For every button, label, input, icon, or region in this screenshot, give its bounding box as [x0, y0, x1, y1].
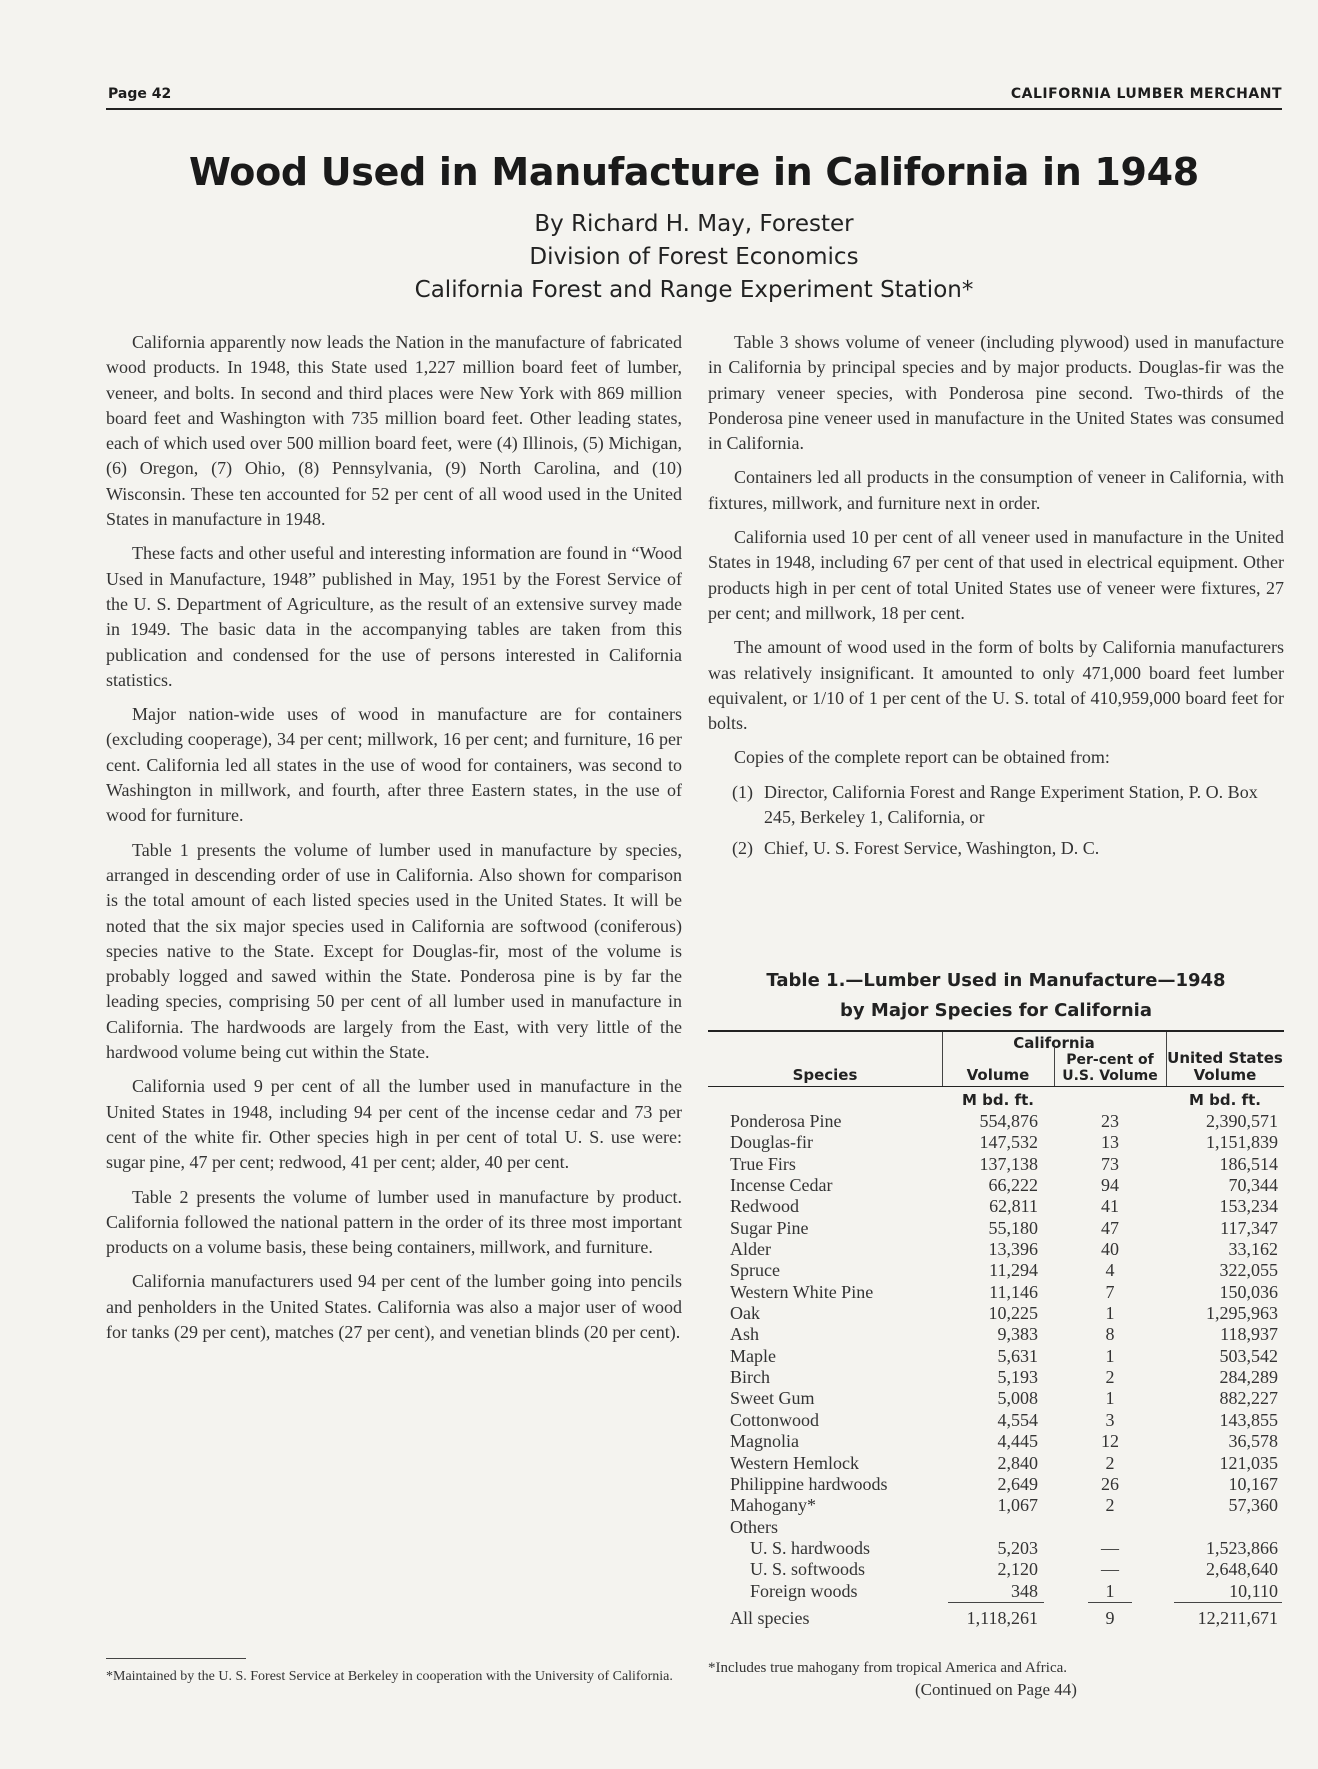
- species-cell: Mahogany*: [730, 1495, 816, 1516]
- page-number: Page 42: [108, 86, 172, 102]
- percent-cell: 73: [1101, 1153, 1119, 1174]
- percent-cell: 23: [1101, 1111, 1119, 1131]
- address-text: Chief, U. S. Forest Service, Washington, D. C.: [764, 838, 1100, 859]
- table-row: [708, 1111, 1284, 1132]
- us-volume-cell: 2,390,571: [1206, 1111, 1278, 1131]
- species-cell: True Firs: [730, 1153, 796, 1174]
- volume-cell: 554,876: [979, 1111, 1038, 1131]
- species-cell: Maple: [730, 1345, 776, 1366]
- table-row: [708, 1559, 1284, 1580]
- us-volume-cell: 2,648,640: [1206, 1559, 1278, 1580]
- volume-cell: 5,203: [997, 1537, 1038, 1558]
- volume-cell: 5,631: [997, 1345, 1038, 1366]
- footnote-rule: [106, 1658, 246, 1659]
- address-number: (2): [732, 838, 753, 859]
- lumber-table: [708, 1030, 1284, 1629]
- species-cell: Cottonwood: [730, 1409, 820, 1430]
- percent-cell: 1: [1105, 1303, 1115, 1324]
- publication-name: CALIFORNIA LUMBER MERCHANT: [1010, 86, 1282, 102]
- us-volume-cell: 10,110: [1229, 1580, 1278, 1601]
- address-item: [708, 780, 1284, 831]
- header-percent-line1: Per-cent of: [1066, 1052, 1154, 1068]
- volume-cell: 9,383: [997, 1324, 1038, 1345]
- volume-cell: 13,396: [988, 1239, 1038, 1260]
- paragraph: California used 10 per cent of all veneer used in manufacture in the United States in 1948, including 67 per cent of that used in electrical equipment. Other products high in per cent of total United States use of veneer were fixtures, 27 per cent; and millwork, 18 per cent.: [708, 527, 1284, 623]
- article-footnote: [106, 1658, 686, 1685]
- species-cell: Magnolia: [730, 1431, 799, 1452]
- species-cell: Sugar Pine: [730, 1217, 809, 1238]
- species-cell: Incense Cedar: [730, 1175, 833, 1196]
- total-volume: 1,118,261: [966, 1607, 1038, 1628]
- species-cell: U. S. softwoods: [750, 1559, 866, 1580]
- us-volume-cell: 117,347: [1220, 1217, 1278, 1238]
- us-volume-cell: 882,227: [1219, 1388, 1278, 1409]
- percent-cell: 2: [1105, 1367, 1115, 1388]
- table-row: [708, 1410, 1284, 1431]
- units-row: [708, 1087, 1284, 1111]
- page-header: [106, 84, 1282, 110]
- us-volume-cell: 1,295,963: [1206, 1303, 1278, 1324]
- species-cell: U. S. hardwoods: [750, 1537, 870, 1558]
- header-percent-line2: U.S. Volume: [1062, 1068, 1158, 1084]
- header-volume: Volume: [966, 1066, 1030, 1084]
- header-us-line2: Volume: [1193, 1066, 1257, 1084]
- percent-cell: 12: [1101, 1431, 1119, 1452]
- volume-cell: 11,294: [989, 1260, 1038, 1281]
- species-cell: Oak: [730, 1303, 760, 1324]
- volume-cell: 4,445: [997, 1431, 1038, 1452]
- volume-cell: 2,649: [997, 1473, 1038, 1494]
- us-volume-cell: 143,855: [1219, 1409, 1278, 1430]
- table-footnote: [708, 1660, 1284, 1698]
- us-volume-cell: 57,360: [1228, 1495, 1278, 1516]
- paragraph: The amount of wood used in the form of bolts by California manufacturers was relatively insignificant. It amounted to only 471,000 board feet lumber equivalent, or 1/10 of 1 per cent of the U. S. total of 410,959,000 board feet for bolts.: [708, 637, 1284, 734]
- percent-cell: 41: [1101, 1196, 1119, 1217]
- unit-us: M bd. ft.: [1189, 1091, 1261, 1109]
- table-row: [708, 1346, 1284, 1367]
- table-row: [708, 1260, 1284, 1281]
- paragraph: California apparently now leads the Nation in the manufacture of fabricated wood products. In 1948, this State used 1,227 million board feet of lumber, veneer, and bolts. In second and third places were New York with 869 million board feet and Washington with 735 million board feet. Other leading states, each of which used over 500 million board feet, were (4) Illinois, (5) Michigan, (6) Oregon, (7) Ohio, (8) Pennsylvania, (9) North Carolina, and (10) Wisconsin. These ten accounted for 52 per cent of all wood used in the United States in manufacture in 1948.: [106, 332, 682, 530]
- percent-cell: —: [1101, 1537, 1119, 1558]
- volume-cell: 348: [1011, 1580, 1038, 1601]
- volume-cell: 62,811: [989, 1196, 1038, 1217]
- species-cell: Sweet Gum: [730, 1388, 815, 1409]
- volume-cell: 5,008: [997, 1388, 1038, 1409]
- percent-cell: 2: [1105, 1452, 1115, 1473]
- species-cell: Ash: [730, 1324, 760, 1345]
- volume-cell: 66,222: [988, 1175, 1038, 1196]
- table-row: [708, 1154, 1284, 1175]
- paragraph: Containers led all products in the consumption of veneer in California, with fixtures, millwork, and furniture next in order.: [708, 467, 1284, 513]
- volume-cell: 55,180: [988, 1217, 1038, 1238]
- header-us-line1: United States: [1167, 1049, 1283, 1067]
- byline-station: California Forest and Range Experiment Station*: [414, 277, 974, 303]
- table-title-line2: by Major Species for California: [840, 1000, 1152, 1021]
- total-species: All species: [730, 1607, 810, 1628]
- us-volume-cell: 322,055: [1219, 1260, 1278, 1281]
- percent-cell: 2: [1105, 1495, 1115, 1516]
- species-cell: Alder: [730, 1239, 771, 1260]
- table-row: [708, 1324, 1284, 1345]
- article-title: Wood Used in Manufacture in California in 1948: [189, 150, 1199, 194]
- percent-cell: 8: [1105, 1324, 1115, 1345]
- table-row: [708, 1453, 1284, 1474]
- percent-cell: 47: [1101, 1217, 1119, 1238]
- table-row: [708, 1282, 1284, 1303]
- address-item: [708, 836, 1284, 861]
- volume-cell: 147,532: [979, 1132, 1038, 1153]
- table-row: [708, 1495, 1284, 1516]
- volume-cell: 5,193: [997, 1367, 1038, 1388]
- volume-cell: 11,146: [989, 1281, 1038, 1302]
- volume-cell: 2,840: [997, 1452, 1038, 1473]
- table-row: [708, 1218, 1284, 1239]
- address-number: (1): [732, 781, 753, 802]
- address-text: Director, California Forest and Range Experiment Station, P. O. Box 245, Berkeley 1, California, or: [764, 781, 1258, 828]
- table-row: [708, 1431, 1284, 1452]
- volume-cell: 4,554: [997, 1409, 1038, 1430]
- species-cell: Birch: [730, 1367, 770, 1388]
- byline: [106, 208, 1282, 307]
- paragraph: These facts and other useful and interesting information are found in “Wood Used in Manufacture, 1948” published in May, 1951 by the Forest Service of the U. S. Department of Agriculture, as the result of an extensive survey made in 1949. The basic data in the accompanying tables are taken from this publication and condensed for the use of persons interested in California statistics.: [106, 543, 682, 690]
- table-row: [708, 1517, 1284, 1538]
- header-california: California: [1013, 1034, 1095, 1052]
- percent-cell: 1: [1105, 1580, 1115, 1601]
- header-percent: [1054, 1052, 1166, 1084]
- paragraph: Table 1 presents the volume of lumber used in manufacture by species, arranged in descending order of use in California. Also shown for comparison is the total amount of each listed species used in the United States. It will be noted that the six major species used in California are softwood (coniferous) species native to the State. Except for Douglas-fir, most of the volume is probably logged and sawed within the State. Ponderosa pine is by far the leading species, comprising 50 per cent of all lumber used in manufacture in California. The hardwoods are largely from the East, with very little of the hardwood volume being cut within the State.: [106, 839, 682, 1063]
- table-title: [708, 966, 1284, 1026]
- table-footnote-text: *Includes true mahogany from tropical America and Africa.: [708, 1660, 1068, 1676]
- us-volume-cell: 1,523,866: [1206, 1537, 1278, 1558]
- percent-cell: 7: [1105, 1281, 1115, 1302]
- byline-author: By Richard H. May, Forester: [534, 211, 854, 237]
- us-volume-cell: 503,542: [1219, 1345, 1278, 1366]
- species-cell: Western White Pine: [730, 1281, 874, 1302]
- percent-cell: 94: [1101, 1175, 1119, 1196]
- left-column: [106, 330, 682, 1354]
- paragraph: Table 3 shows volume of veneer (including plywood) used in manufacture in California by principal species and by major products. Douglas-fir was the primary veneer species, with Ponderosa pine second. Two-thirds of the Ponderosa pine veneer used in manufacture in the United States was consumed in California.: [708, 332, 1284, 454]
- table-row: [708, 1367, 1284, 1388]
- us-volume-cell: 70,344: [1228, 1175, 1278, 1196]
- us-volume-cell: 1,151,839: [1206, 1132, 1278, 1153]
- paragraph: California manufacturers used 94 per cent of the lumber going into pencils and penholders in the United States. California was also a major user of wood for tanks (29 per cent), matches (27 per cent), and venetian blinds (20 per cent).: [106, 1271, 682, 1342]
- header-us-volume: [1166, 1050, 1284, 1084]
- percent-cell: 3: [1105, 1409, 1115, 1430]
- table-row: [708, 1538, 1284, 1559]
- right-column: [708, 330, 1284, 868]
- us-volume-cell: 118,937: [1220, 1324, 1278, 1345]
- table-header: [708, 1032, 1284, 1087]
- us-volume-cell: 10,167: [1228, 1473, 1278, 1494]
- table-row: [708, 1581, 1284, 1602]
- us-volume-cell: 33,162: [1228, 1239, 1278, 1260]
- percent-cell: 40: [1101, 1239, 1119, 1260]
- us-volume-cell: 121,035: [1219, 1452, 1278, 1473]
- paragraph: Major nation-wide uses of wood in manufacture are for containers (excluding cooperage), 34 per cent; millwork, 16 per cent; and furniture, 16 per cent. California led all states in the use of wood for containers, was second to Washington in millwork, and fourth, after three Eastern states, in the use of wood for furniture.: [106, 704, 682, 826]
- table-row: [708, 1175, 1284, 1196]
- us-volume-cell: 284,289: [1219, 1367, 1278, 1388]
- percent-cell: 4: [1105, 1260, 1115, 1281]
- percent-cell: 13: [1101, 1132, 1119, 1153]
- total-us-volume: 12,211,671: [1197, 1607, 1278, 1628]
- paragraph: Table 2 presents the volume of lumber used in manufacture by product. California followed the national pattern in the order of its three most important products on a volume basis, these being containers, millwork, and furniture.: [106, 1186, 682, 1258]
- paragraph: California used 9 per cent of all the lumber used in manufacture in the United States in 1948, including 94 per cent of the incense cedar and 73 per cent of the white fir. Other species high in per cent of total U. S. use were: sugar pine, 47 per cent; redwood, 41 per cent; alder, 40 per cent.: [106, 1076, 682, 1173]
- table-row: [708, 1239, 1284, 1260]
- species-cell: Douglas-fir: [730, 1132, 813, 1153]
- volume-cell: 1,067: [997, 1495, 1038, 1516]
- percent-cell: 26: [1101, 1473, 1119, 1494]
- table-row: [708, 1474, 1284, 1495]
- unit-california: M bd. ft.: [962, 1091, 1034, 1109]
- species-cell: Foreign woods: [750, 1580, 858, 1601]
- continued-note: (Continued on Page 44): [915, 1680, 1077, 1699]
- total-percent: 9: [1105, 1607, 1115, 1628]
- paragraph: Copies of the complete report can be obtained from:: [734, 747, 1110, 768]
- header-species: Species: [792, 1066, 858, 1084]
- percent-cell: 1: [1105, 1388, 1115, 1409]
- table-row: [708, 1132, 1284, 1153]
- us-volume-cell: 36,578: [1228, 1431, 1278, 1452]
- volume-cell: 137,138: [979, 1153, 1038, 1174]
- footnote-text: *Maintained by the U. S. Forest Service at Berkeley in cooperation with the University of California.: [106, 1669, 673, 1684]
- table-row: [708, 1388, 1284, 1409]
- table-title-line1: Table 1.—Lumber Used in Manufacture—1948: [766, 970, 1226, 991]
- percent-cell: —: [1101, 1559, 1119, 1580]
- byline-division: Division of Forest Economics: [529, 244, 859, 270]
- table-body: [708, 1111, 1284, 1602]
- species-cell: Ponderosa Pine: [730, 1111, 842, 1131]
- species-cell: Philippine hardwoods: [730, 1473, 888, 1494]
- volume-cell: 2,120: [997, 1559, 1038, 1580]
- table-row: [708, 1196, 1284, 1217]
- us-volume-cell: 150,036: [1219, 1281, 1278, 1302]
- species-cell: Spruce: [730, 1260, 780, 1281]
- table-row: [708, 1303, 1284, 1324]
- volume-cell: 10,225: [988, 1303, 1038, 1324]
- table-total-row: [708, 1608, 1284, 1629]
- species-cell: Western Hemlock: [730, 1452, 860, 1473]
- species-cell: Redwood: [730, 1196, 799, 1217]
- us-volume-cell: 153,234: [1219, 1196, 1278, 1217]
- percent-cell: 1: [1105, 1345, 1115, 1366]
- us-volume-cell: 186,514: [1219, 1153, 1278, 1174]
- species-cell: Others: [730, 1516, 778, 1537]
